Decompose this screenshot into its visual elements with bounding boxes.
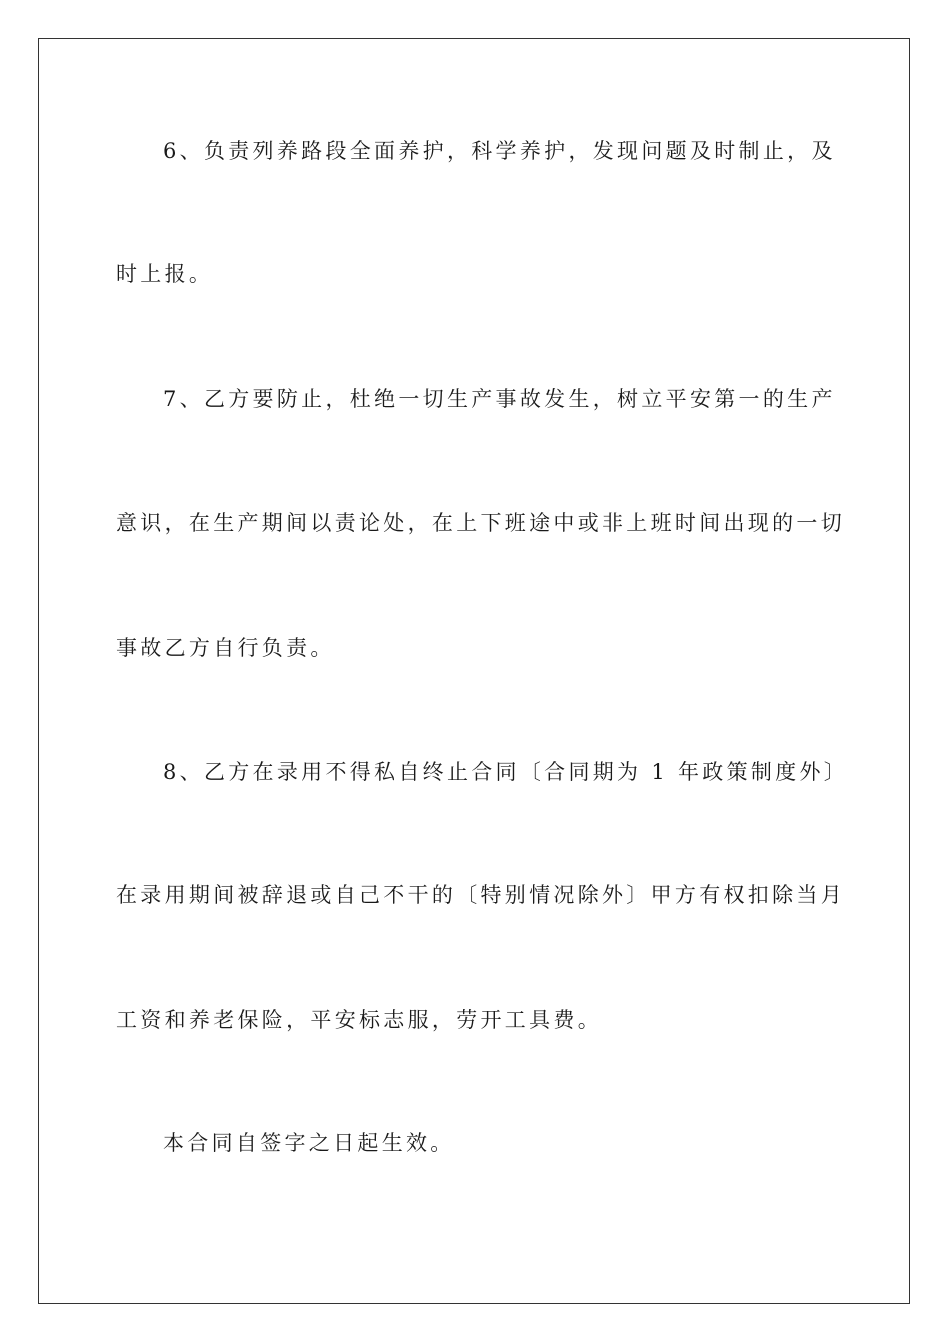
clause-8-line-1: 8、乙方在录用不得私自终止合同〔合同期为 1 年政策制度外〕 [163,760,849,784]
clause-6-line-2: 时上报。 [116,262,214,286]
clause-7-line-3: 事故乙方自行负责。 [116,636,335,660]
clause-7-line-2: 意识，在生产期间以责论处，在上下班途中或非上班时间出现的一切 [116,511,845,535]
clause-8-line-3: 工资和养老保险，平安标志服，劳开工具费。 [116,1008,602,1032]
page-border [38,38,910,1304]
clause-6-line-1: 6、负责列养路段全面养护，科学养护，发现问题及时制止，及 [163,139,836,163]
clause-7-line-1: 7、乙方要防止，杜绝一切生产事故发生，树立平安第一的生产 [163,387,836,411]
clause-8-line-2: 在录用期间被辞退或自己不干的〔特别情况除外〕甲方有权扣除当月 [116,883,845,907]
effective-clause: 本合同自签字之日起生效。 [163,1131,455,1155]
